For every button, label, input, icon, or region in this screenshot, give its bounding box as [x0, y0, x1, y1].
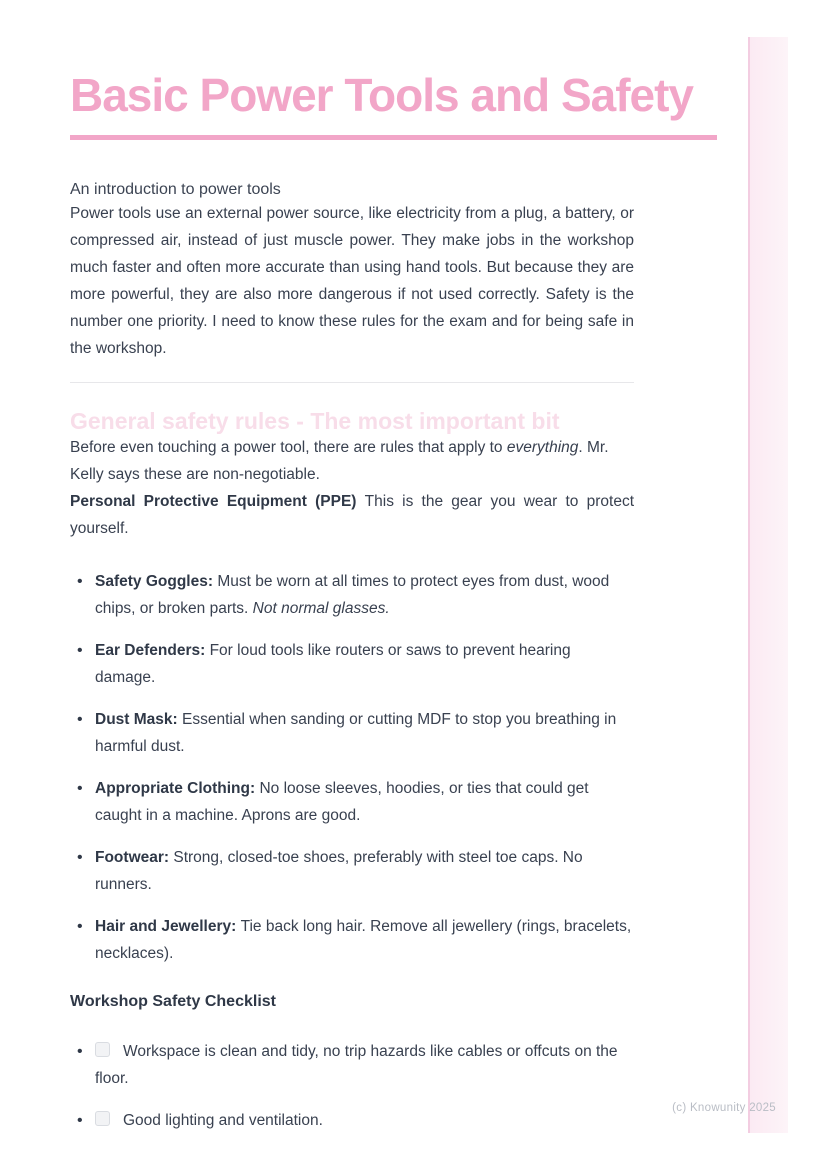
- section-heading: General safety rules - The most important bit: [70, 408, 560, 434]
- title-underline: [70, 135, 717, 140]
- list-item-hair-jewellery: [70, 913, 634, 967]
- item-label: Ear Defenders:: [95, 642, 210, 659]
- lead-text-post: . Mr. Kelly says these are non-negotiable.: [70, 439, 609, 483]
- lead-text-pre: Before even touching a power tool, there are rules that apply to: [70, 439, 507, 456]
- item-label: Dust Mask:: [95, 711, 182, 728]
- watermark: (c) Knowunity 2025: [672, 1102, 776, 1114]
- checkbox[interactable]: [95, 1111, 110, 1126]
- item-text: Strong, closed-toe shoes, preferably with steel toe caps. No runners.: [95, 849, 583, 893]
- item-text: Tie back long hair. Remove all jewellery (rings, bracelets, necklaces).: [95, 918, 632, 962]
- list-item-ear-defenders: [70, 637, 634, 691]
- section-divider: [70, 382, 634, 383]
- list-item-dust-mask: [70, 706, 634, 760]
- list-item-appropriate-clothing: [70, 775, 634, 829]
- document-content: [70, 0, 828, 1134]
- ppe-text: This is the gear you wear to protect yourself.: [70, 493, 634, 537]
- item-label: Hair and Jewellery:: [95, 918, 241, 935]
- checklist-item: [70, 1038, 634, 1092]
- item-text: No loose sleeves, hoodies, or ties that could get caught in a machine. Aprons are good.: [95, 780, 589, 824]
- item-label: Safety Goggles:: [95, 573, 218, 590]
- lead-paragraph: [70, 434, 634, 488]
- checkbox[interactable]: [95, 1042, 110, 1057]
- safety-checklist: [70, 1038, 634, 1134]
- checklist-item-text: Workspace is clean and tidy, no trip hazards like cables or offcuts on the floor.: [95, 1043, 618, 1087]
- item-italic: Not normal glasses.: [252, 600, 390, 617]
- item-text: Must be worn at all times to protect eyes from dust, wood chips, or broken parts.: [95, 573, 610, 617]
- checklist-heading: Workshop Safety Checklist: [70, 993, 276, 1010]
- list-item-footwear: [70, 844, 634, 898]
- item-label: Appropriate Clothing:: [95, 780, 260, 797]
- intro-paragraph: Power tools use an external power source, like electricity from a plug, a battery, or compressed air, instead of just muscle power. They make jobs in the workshop much faster and often more accurate than using hand tools. But because they are more powerful, they are also more dangerous if not used correctly. Safety is the number one priority. I need to know these rules for the exam and for being safe in the workshop.: [70, 205, 634, 357]
- subtitle: An introduction to power tools: [70, 181, 281, 198]
- ppe-paragraph: [70, 488, 634, 542]
- lead-italic: everything: [506, 439, 579, 456]
- checklist-item: [70, 1107, 634, 1134]
- item-text: Essential when sanding or cutting MDF to stop you breathing in harmful dust.: [95, 711, 617, 755]
- ppe-list: [70, 568, 634, 967]
- list-item-safety-goggles: [70, 568, 634, 622]
- item-label: Footwear:: [95, 849, 174, 866]
- item-text: For loud tools like routers or saws to prevent hearing damage.: [95, 642, 571, 686]
- ppe-bold-label: Personal Protective Equipment (PPE): [70, 493, 365, 510]
- checklist-item-text: Good lighting and ventilation.: [123, 1112, 323, 1129]
- page-title: Basic Power Tools and Safety: [70, 69, 694, 121]
